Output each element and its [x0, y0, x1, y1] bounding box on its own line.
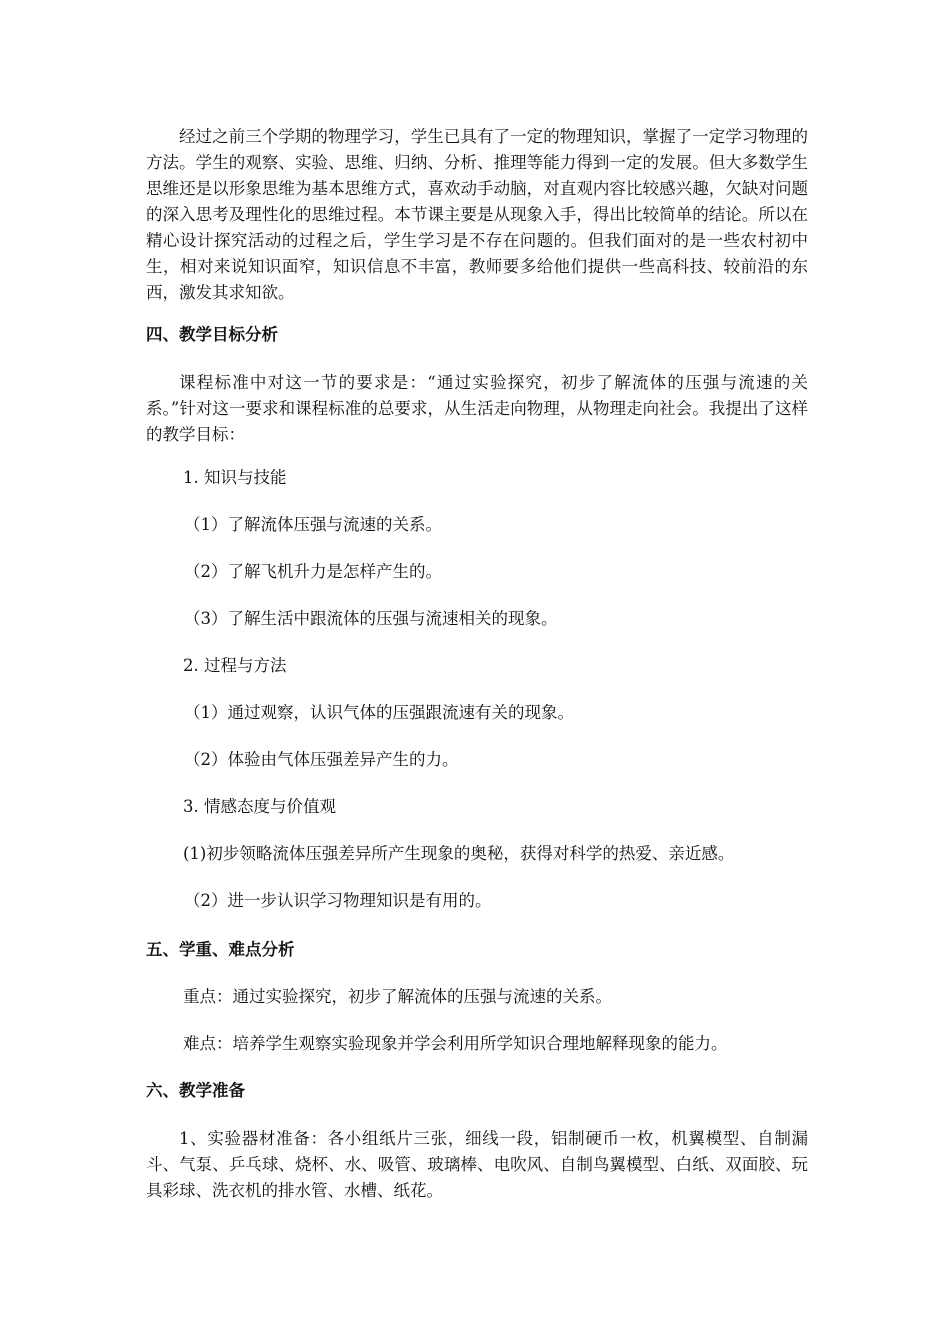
section-5-heading: 五、学重、难点分析	[146, 940, 295, 959]
section-4-heading: 四、教学目标分析	[146, 325, 278, 344]
goal-1-item-3: （3）了解生活中跟流体的压强与流速相关的现象。	[184, 609, 558, 628]
goal-2-item-2: （2）体验由气体压强差异产生的力。	[184, 750, 459, 769]
section-6-paragraph: 1、实验器材准备：各小组纸片三张，细线一段，铝制硬币一枚，机翼模型、自制漏斗、气泵、乒乓球、烧杯、水、吸管、玻璃棒、电吹风、自制鸟翼模型、白纸、双面胶、玩具彩球、洗衣机的排水管、水槽、纸花。	[146, 1129, 808, 1200]
goal-3-item-2: （2）进一步认识学习物理知识是有用的。	[184, 891, 492, 910]
section-4-paragraph: 课程标准中对这一节的要求是：“通过实验探究，初步了解流体的压强与流速的关系。”针对这一要求和课程标准的总要求，从生活走向物理，从物理走向社会。我提出了这样的教学目标：	[146, 373, 808, 444]
intro-paragraph: 经过之前三个学期的物理学习，学生已具有了一定的物理知识，掌握了一定学习物理的方法。学生的观察、实验、思维、归纳、分析、推理等能力得到一定的发展。但大多数学生思维还是以形象思维为基本思维方式，喜欢动手动脑，对直观内容比较感兴趣，欠缺对问题的深入思考及理性化的思维过程。本节课主要是从现象入手，得出比较简单的结论。所以在精心设计探究活动的过程之后，学生学习是不存在问题的。但我们面对的是一些农村初中生，相对来说知识面窄，知识信息不丰富，教师要多给他们提供一些高科技、较前沿的东西，激发其求知欲。	[146, 127, 808, 302]
section-6-heading: 六、教学准备	[146, 1081, 245, 1100]
goal-1-item-2: （2）了解飞机升力是怎样产生的。	[184, 562, 442, 581]
difficult-point: 难点：培养学生观察实验现象并学会利用所学知识合理地解释现象的能力。	[183, 1034, 728, 1053]
key-point: 重点：通过实验探究，初步了解流体的压强与流速的关系。	[183, 987, 612, 1006]
goal-3-title: 3. 情感态度与价值观	[183, 797, 336, 816]
goal-1-title: 1. 知识与技能	[183, 468, 287, 487]
goal-3-item-1: (1)初步领略流体压强差异所产生现象的奥秘，获得对科学的热爱、亲近感。	[183, 844, 735, 863]
goal-1-item-1: （1）了解流体压强与流速的关系。	[184, 515, 442, 534]
goal-2-title: 2. 过程与方法	[183, 656, 287, 675]
goal-2-item-1: （1）通过观察，认识气体的压强跟流速有关的现象。	[184, 703, 574, 722]
